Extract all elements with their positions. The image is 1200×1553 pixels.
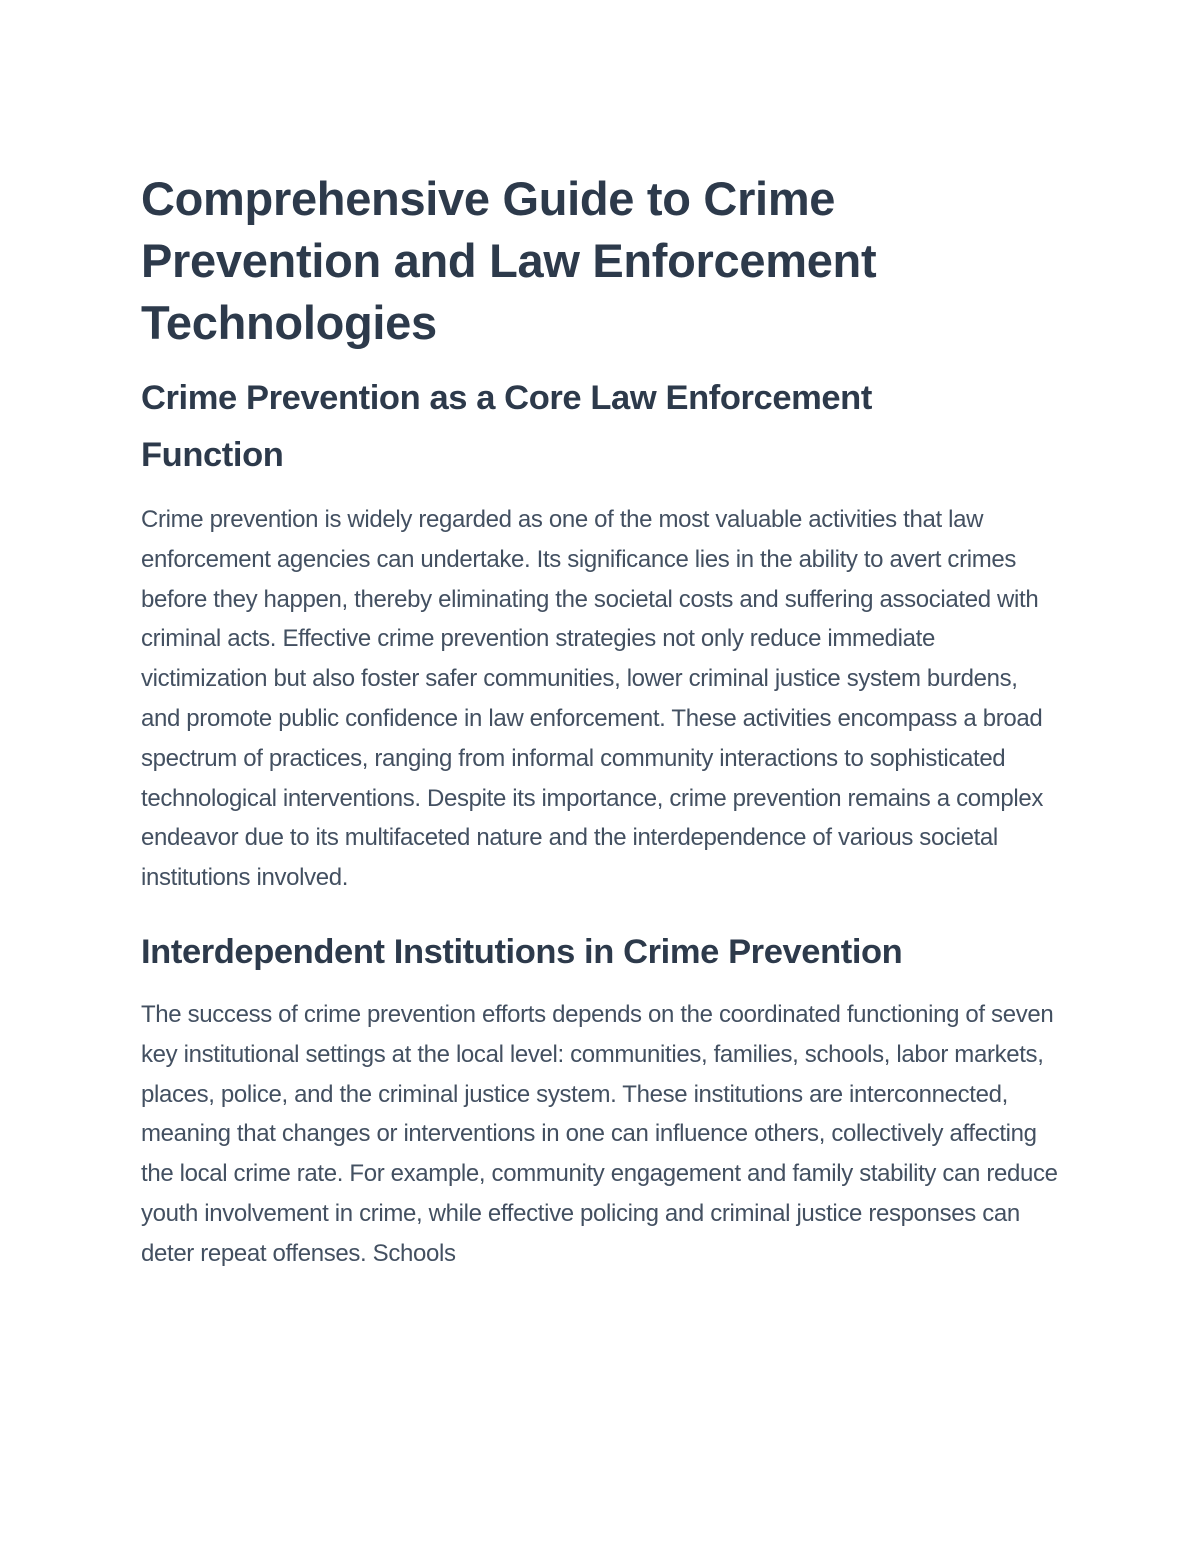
document-title: Comprehensive Guide to Crime Prevention and Law Enforcement Technologies (141, 172, 877, 349)
section-heading-interdependent-institutions: Interdependent Institutions in Crime Prevention (141, 932, 903, 971)
section-paragraph-core-function: Crime prevention is widely regarded as one of the most valuable activities that law enforcement agencies can undertake. Its significance lies in the ability to avert crimes before they happen, thereby eliminating the societal costs and suffering associated with criminal acts. Effective crime prevention strategies not only reduce immediate victimization but also foster safer communities, lower criminal justice system burdens, and promote public confidence in law enforcement. These activities encompass a broad spectrum of practices, ranging from informal community interactions to sophisticated technological interventions. Despite its importance, crime prevention remains a complex endeavor due to its multifaceted nature and the interdependence of various societal institutions involved. (141, 506, 1043, 892)
section-heading-core-function: Crime Prevention as a Core Law Enforcement Function (141, 379, 872, 474)
document-page (141, 168, 1061, 1274)
section-paragraph-interdependent-institutions: The success of crime prevention efforts depends on the coordinated functioning of seven key institutional settings at the local level: communities, families, schools, labor markets, places, police, and the criminal justice system. These institutions are interconnected, meaning that changes or interventions in one can influence others, collectively affecting the local crime rate. For example, community engagement and family stability can reduce youth involvement in crime, while effective policing and criminal justice responses can deter repeat offenses. Schools (141, 1000, 1058, 1267)
